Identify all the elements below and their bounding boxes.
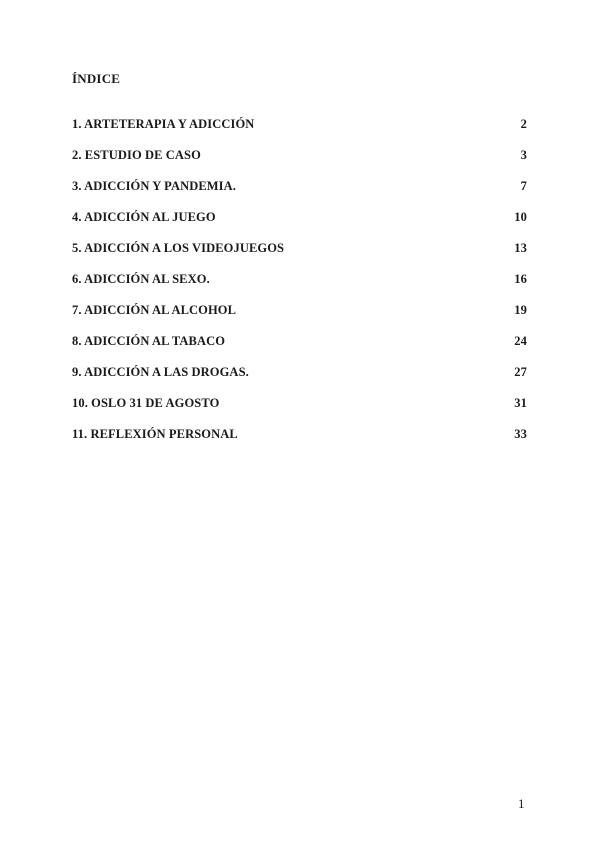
toc-entry[interactable]: [72, 241, 527, 272]
toc-entry-title: 5. ADICCIÓN A LOS VIDEOJUEGOS: [72, 241, 285, 255]
toc-entry-title: 2. ESTUDIO DE CASO: [72, 148, 201, 162]
toc-entry-page: 7: [520, 179, 527, 193]
toc-entry[interactable]: [72, 179, 527, 210]
toc-entry-page: 31: [514, 396, 527, 410]
toc-entry[interactable]: [72, 148, 527, 179]
toc-entry[interactable]: [72, 210, 527, 241]
toc-entry-title: 7. ADICCIÓN AL ALCOHOL: [72, 303, 237, 317]
toc-entry[interactable]: [72, 365, 527, 396]
toc-entry-page: 3: [520, 148, 527, 162]
toc-entry[interactable]: [72, 396, 527, 427]
toc-entry[interactable]: [72, 117, 527, 148]
toc-entry-page: 19: [514, 303, 527, 317]
toc-entry-page: 24: [514, 334, 527, 348]
toc-entry-page: 33: [514, 427, 527, 441]
toc-entry-title: 6. ADICCIÓN AL SEXO.: [72, 272, 210, 286]
toc-entry-page: 27: [514, 365, 527, 379]
toc-entry-title: 10. OSLO 31 DE AGOSTO: [72, 396, 220, 410]
toc-entry-page: 2: [520, 117, 527, 131]
toc-entry-page: 13: [514, 241, 527, 255]
page-title: ÍNDICE: [72, 71, 121, 86]
toc-entry-title: 4. ADICCIÓN AL JUEGO: [72, 210, 216, 224]
toc-entry[interactable]: [72, 272, 527, 303]
table-of-contents: [72, 117, 527, 458]
toc-entry-page: 10: [514, 210, 527, 224]
toc-entry[interactable]: [72, 427, 527, 458]
toc-entry-title: 8. ADICCIÓN AL TABACO: [72, 334, 226, 348]
toc-entry-title: 1. ARTETERAPIA Y ADICCIÓN: [72, 117, 255, 131]
toc-entry[interactable]: [72, 334, 527, 365]
toc-entry-title: 3. ADICCIÓN Y PANDEMIA.: [72, 179, 236, 193]
toc-entry-page: 16: [514, 272, 527, 286]
toc-entry[interactable]: [72, 303, 527, 334]
page-number: 1: [518, 796, 525, 811]
toc-entry-title: 11. REFLEXIÓN PERSONAL: [72, 427, 238, 441]
toc-entry-title: 9. ADICCIÓN A LAS DROGAS.: [72, 365, 249, 379]
